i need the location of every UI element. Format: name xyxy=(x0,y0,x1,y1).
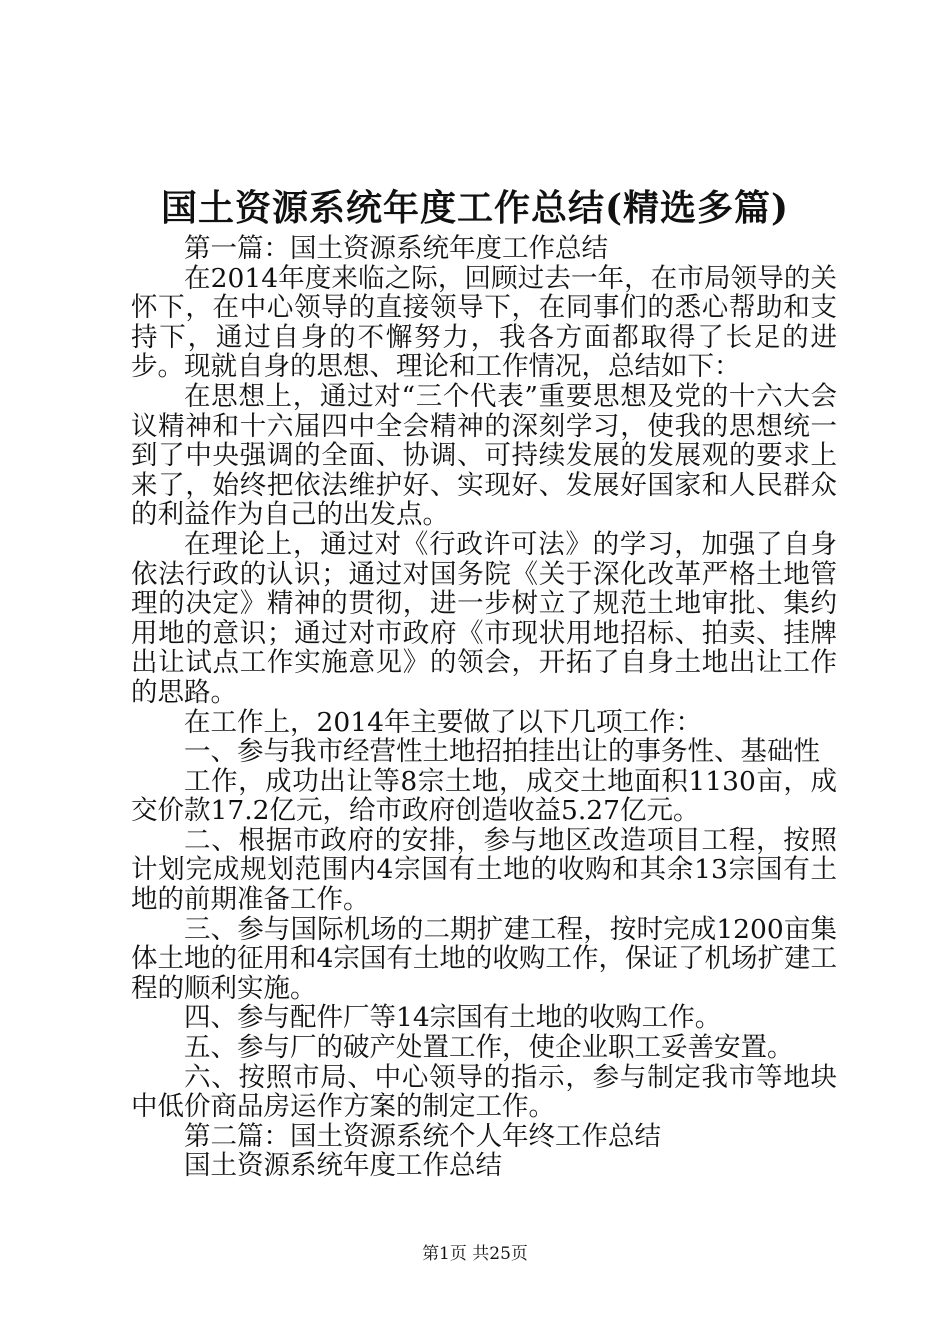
paragraph-item-5: 五、参与厂的破产处置工作，使企业职工妥善安置。 xyxy=(184,1032,794,1064)
document-title: 国土资源系统年度工作总结(精选多篇) xyxy=(160,187,790,229)
paragraph-theory: 在理论上，通过对《行政许可法》的学习，加强了自身依法行政的认识；通过对国务院《关于深化改革严格土地管理的决定》精神的贯彻，进一步树立了规范土地审批、集约用地的意识；通过对市政府《市现状用地招标、拍卖、挂牌出让试点工作实施意见》的领会，开拓了自身土地出让工作的思路。 xyxy=(131,528,837,708)
paragraph-subtitle: 国土资源系统年度工作总结 xyxy=(184,1150,502,1182)
paragraph-item-4: 四、参与配件厂等14宗国有土地的收购工作。 xyxy=(184,1002,722,1034)
paragraph-intro: 在2014年度来临之际，回顾过去一年，在市局领导的关怀下，在中心领导的直接领导下，在同事们的悉心帮助和支持下，通过自身的不懈努力，我各方面都取得了长足的进步。现就自身的思想、理论和工作情况，总结如下： xyxy=(131,262,837,383)
paragraph-thought: 在思想上，通过对“三个代表”重要思想及党的十六大会议精神和十六届四中全会精神的深刻学习，使我的思想统一到了中央强调的全面、协调、可持续发展的发展观的要求上来了，始终把依法维护好、实现好、发展好国家和人民群众的利益作为自己的出发点。 xyxy=(131,380,837,531)
paragraph-work-intro: 在工作上，2014年主要做了以下几项工作： xyxy=(184,706,702,738)
section-heading-1: 第一篇：国土资源系统年度工作总结 xyxy=(184,233,608,264)
page-number: 第1页 共25页 xyxy=(422,1244,528,1264)
section-heading-2: 第二篇：国土资源系统个人年终工作总结 xyxy=(184,1120,661,1152)
paragraph-item-1: 一、参与我市经营性土地招拍挂出让的事务性、基础性 xyxy=(184,736,820,768)
paragraph-item-6: 六、按照市局、中心领导的指示，参与制定我市等地块中低价商品房运作方案的制定工作。 xyxy=(131,1061,837,1123)
document-body xyxy=(131,234,837,1181)
paragraph-item-3: 三、参与国际机场的二期扩建工程，按时完成1200亩集体土地的征用和4宗国有土地的收购工作，保证了机场扩建工程的顺利实施。 xyxy=(131,913,837,1004)
paragraph-item-2: 二、根据市政府的安排，参与地区改造项目工程，按照计划完成规划范围内4宗国有土地的收购和其余13宗国有土地的前期准备工作。 xyxy=(131,824,837,916)
paragraph-item-1-cont: 工作，成功出让等8宗土地，成交土地面积1130亩，成交价款17.2亿元，给市政府创造收益5.27亿元。 xyxy=(131,765,837,827)
